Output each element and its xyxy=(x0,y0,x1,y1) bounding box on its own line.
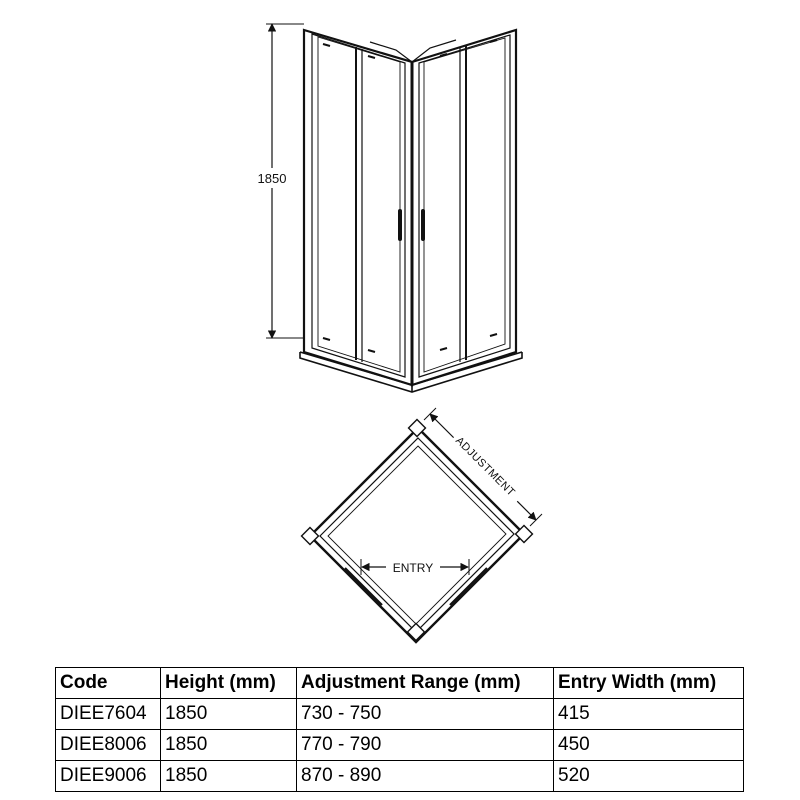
door-handle-left xyxy=(398,209,402,241)
cell-adjustment-range: 730 - 750 xyxy=(297,699,554,730)
cell-entry-width: 415 xyxy=(554,699,744,730)
table-row xyxy=(56,699,744,730)
plan-view xyxy=(302,408,542,642)
cell-code: DIEE9006 xyxy=(56,761,161,792)
cell-adjustment-range: 870 - 890 xyxy=(297,761,554,792)
table-header-row xyxy=(56,668,744,699)
front-view xyxy=(252,24,522,392)
entry-label: ENTRY xyxy=(392,561,434,575)
height-dimension-label: 1850 xyxy=(257,171,287,186)
header-entry-width: Entry Width (mm) xyxy=(554,668,744,699)
adjustment-label: ADJUSTMENT xyxy=(452,434,518,500)
header-adjustment-range: Adjustment Range (mm) xyxy=(297,668,554,699)
cell-code: DIEE7604 xyxy=(56,699,161,730)
right-panel xyxy=(412,30,516,385)
table-row xyxy=(56,730,744,761)
cell-height: 1850 xyxy=(161,699,297,730)
cell-code: DIEE8006 xyxy=(56,730,161,761)
left-panel xyxy=(304,30,412,385)
door-handle-right xyxy=(421,209,425,241)
specification-table xyxy=(55,667,744,792)
cell-entry-width: 450 xyxy=(554,730,744,761)
header-height: Height (mm) xyxy=(161,668,297,699)
cell-height: 1850 xyxy=(161,761,297,792)
cell-adjustment-range: 770 - 790 xyxy=(297,730,554,761)
header-code: Code xyxy=(56,668,161,699)
cell-entry-width: 520 xyxy=(554,761,744,792)
cell-height: 1850 xyxy=(161,730,297,761)
table-row xyxy=(56,761,744,792)
